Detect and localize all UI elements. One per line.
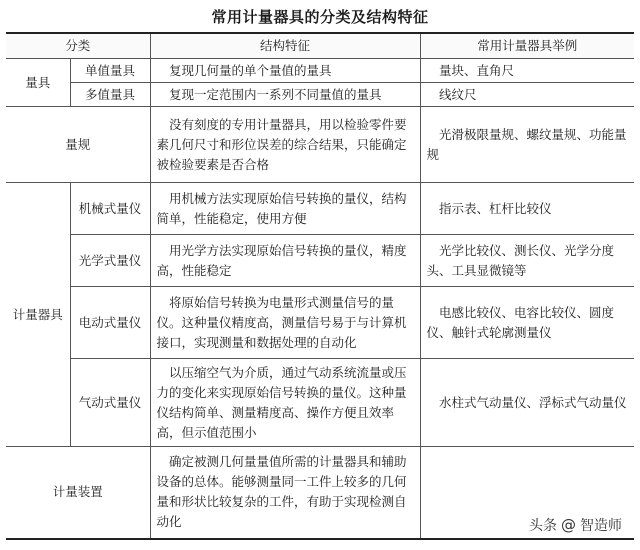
classification-table xyxy=(6,32,634,540)
header-category: 分类 xyxy=(6,33,150,59)
category-cell: 计量器具 xyxy=(6,183,70,447)
examples-cell: 指示表、杠杆比较仪 xyxy=(420,183,634,235)
header-feature: 结构特征 xyxy=(150,33,420,59)
examples-cell: 线纹尺 xyxy=(420,83,634,107)
subcategory-cell: 电动式量仪 xyxy=(70,287,150,359)
table-row xyxy=(6,59,634,83)
feature-cell: 没有刻度的专用计量器具，用以检验零件要素几何尺寸和形位误差的综合结果，只能确定被检验要素是否合格 xyxy=(150,107,420,183)
examples-cell: 水柱式气动量仪、浮标式气动量仪 xyxy=(420,359,634,447)
table-row xyxy=(6,235,634,287)
feature-cell: 将原始信号转换为电量形式测量信号的量仪。这种量仪精度高，测量信号易于与计算机接口，实现测量和数据处理的自动化 xyxy=(150,287,420,359)
examples-cell: 量块、直角尺 xyxy=(420,59,634,83)
examples-cell: 光滑极限量规、螺纹量规、功能量规 xyxy=(420,107,634,183)
watermark-prefix: 头条 xyxy=(529,518,557,534)
header-row xyxy=(6,33,634,59)
feature-cell: 用机械方法实现原始信号转换的量仪，结构简单，性能稳定，使用方便 xyxy=(150,183,420,235)
table-row xyxy=(6,183,634,235)
examples-cell: 光学比较仪、测长仪、光学分度头、工具显微镜等 xyxy=(420,235,634,287)
table-row xyxy=(6,287,634,359)
watermark-name: 智造师 xyxy=(580,518,622,534)
table-row xyxy=(6,83,634,107)
feature-cell: 以压缩空气为介质，通过气动系统流量或压力的变化来实现原始信号转换的量仪。这种量仪结构简单、测量精度高、操作方便且效率高，但示值范围小 xyxy=(150,359,420,447)
feature-cell: 复现一定范围内一系列不同量值的量具 xyxy=(150,83,420,107)
category-cell: 量具 xyxy=(6,59,70,107)
feature-cell: 复现几何量的单个量值的量具 xyxy=(150,59,420,83)
subcategory-cell: 气动式量仪 xyxy=(70,359,150,447)
subcategory-cell: 机械式量仪 xyxy=(70,183,150,235)
table-row xyxy=(6,359,634,447)
table-title: 常用计量器具的分类及结构特征 xyxy=(211,8,429,26)
examples-cell: 电感比较仪、电容比较仪、圆度仪、触针式轮廓测量仪 xyxy=(420,287,634,359)
at-icon: @ xyxy=(561,516,576,534)
category-cell: 量规 xyxy=(6,107,150,183)
feature-cell: 用光学方法实现原始信号转换的量仪，精度高，性能稳定 xyxy=(150,235,420,287)
feature-cell: 确定被测几何量量值所需的计量器具和辅助设备的总体。能够测量同一工件上较多的几何量和形状比较复杂的工件，有助于实现检测自动化 xyxy=(150,447,420,539)
table-row xyxy=(6,107,634,183)
category-cell: 计量装置 xyxy=(6,447,150,539)
watermark xyxy=(525,514,626,536)
header-examples: 常用计量器具举例 xyxy=(420,33,634,59)
subcategory-cell: 单值量具 xyxy=(70,59,150,83)
subcategory-cell: 多值量具 xyxy=(70,83,150,107)
subcategory-cell: 光学式量仪 xyxy=(70,235,150,287)
